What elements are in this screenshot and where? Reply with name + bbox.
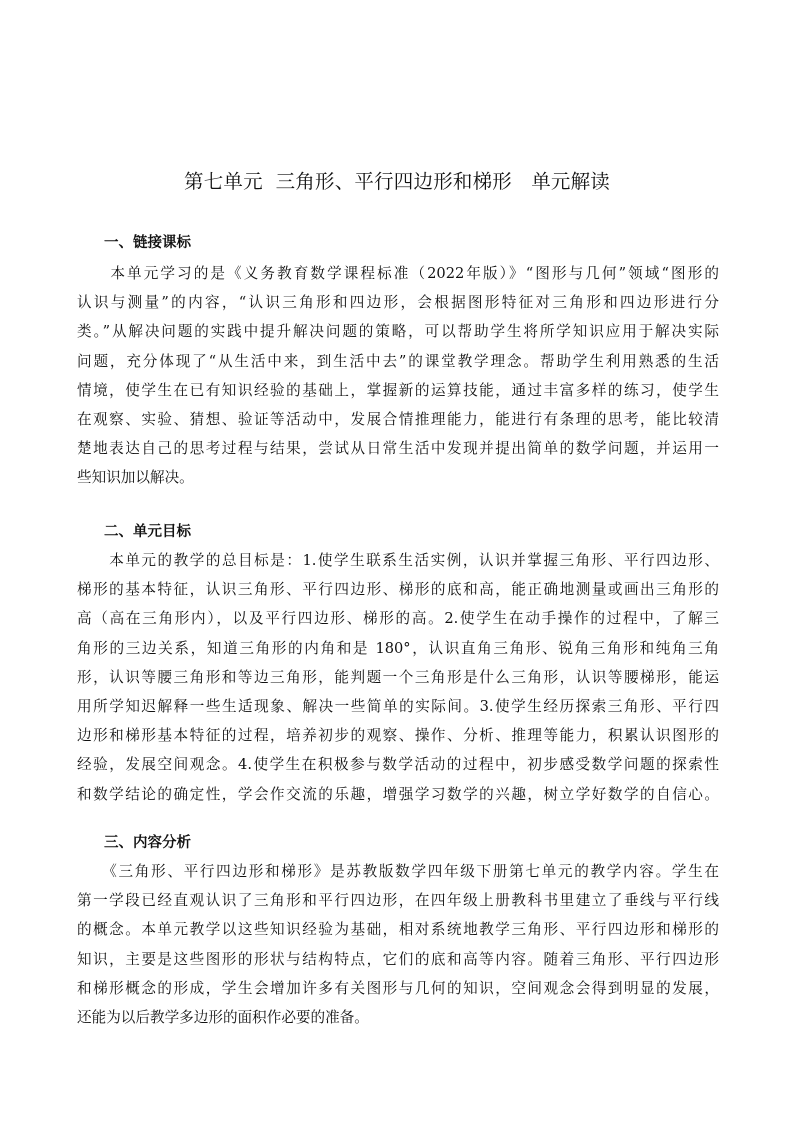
paragraph-line: 和数学结论的确定性，学会作交流的乐趣，增强学习数学的兴趣，树立学好数学的自信心。 bbox=[77, 785, 719, 803]
paragraph-line: 《三角形、平行四边形和梯形》是苏教版数学四年级下册第七单元的教学内容。学生在 bbox=[77, 863, 719, 880]
section-heading-curriculum: 一、链接课标 bbox=[104, 235, 191, 251]
paragraph-line: 本单元的教学的总目标是：1.使学生联系生活实例，认识并掌握三角形、平行四边形、 bbox=[77, 552, 719, 569]
paragraph-line: 的概念。本单元教学以这些知识经验为基础，相对系统地教学三角形、平行四边形和梯形的 bbox=[77, 921, 719, 939]
paragraph-line: 楚地表达自己的思考过程与结果，尝试从日常生活中发现并提出简单的数学问题，并运用一 bbox=[77, 440, 719, 458]
document-title: 第七单元 三角形、平行四边形和梯形 单元解读 bbox=[184, 170, 610, 193]
section-paragraph-content bbox=[77, 857, 719, 1032]
paragraph-line: 高（高在三角形内），以及平行四边形、梯形的高。2.使学生在动手操作的过程中，了解三 bbox=[77, 610, 719, 628]
section-paragraph-goals bbox=[77, 546, 719, 809]
section-heading-goals: 二、单元目标 bbox=[104, 524, 191, 540]
section-paragraph-curriculum bbox=[77, 259, 719, 493]
paragraph-line: 些知识加以解决。 bbox=[77, 469, 194, 487]
paragraph-line: 角形的三边关系，知道三角形的内角和是 180°，认识直角三角形、锐角三角形和纯角三角 bbox=[77, 639, 719, 657]
paragraph-line: 情境，使学生在已有知识经验的基础上，掌握新的运算技能，通过丰富多样的练习，使学生 bbox=[77, 381, 719, 399]
paragraph-line: 类。”从解决问题的实践中提升解决问题的策略，可以帮助学生将所学知识应用于解决实际 bbox=[77, 323, 719, 341]
paragraph-line: 还能为以后教学多边形的面积作必要的准备。 bbox=[77, 1009, 369, 1027]
paragraph-line: 第一学段已经直观认识了三角形和平行四边形，在四年级上册教科书里建立了垂线与平行线 bbox=[77, 892, 719, 910]
paragraph-line: 和梯形概念的形成，学生会增加许多有关图形与几何的知识，空间观念会得到明显的发展， bbox=[77, 979, 719, 997]
paragraph-line: 问题，充分体现了“从生活中来，到生活中去”的课堂教学理念。帮助学生利用熟悉的生活 bbox=[77, 352, 719, 370]
paragraph-line: 经验，发展空间观念。4.使学生在积极参与数学活动的过程中，初步感受数学问题的探索性 bbox=[77, 756, 719, 774]
paragraph-line: 梯形的基本特征，认识三角形、平行四边形、梯形的底和高，能正确地测量或画出三角形的 bbox=[77, 581, 719, 599]
paragraph-line: 在观察、实验、猜想、验证等活动中，发展合情推理能力，能进行有条理的思考，能比较清 bbox=[77, 411, 719, 429]
paragraph-line: 用所学知迟解释一些生适现象、解决一些简单的实际间。3.使学生经历探索三角形、平行四 bbox=[77, 698, 719, 716]
paragraph-line: 形，认识等腰三角形和等边三角形，能判题一个三角形是什么三角形，认识等腰梯形，能运 bbox=[77, 668, 719, 686]
paragraph-line: 认识与测量”的内容，“认识三角形和四边形，会根据图形特征对三角形和四边形进行分 bbox=[77, 294, 719, 312]
paragraph-line: 知识，主要是这些图形的形状与结构特点，它们的底和高等内容。随着三角形、平行四边形 bbox=[77, 950, 719, 968]
section-heading-content: 三、内容分析 bbox=[104, 835, 191, 851]
paragraph-line: 本单元学习的是《义务教育数学课程标准（2022年版）》“图形与几何”领域“图形的 bbox=[77, 265, 719, 282]
paragraph-line: 边形和梯形基本特征的过程，培养初步的观察、操作、分析、推理等能力，积累认识图形的 bbox=[77, 727, 719, 745]
